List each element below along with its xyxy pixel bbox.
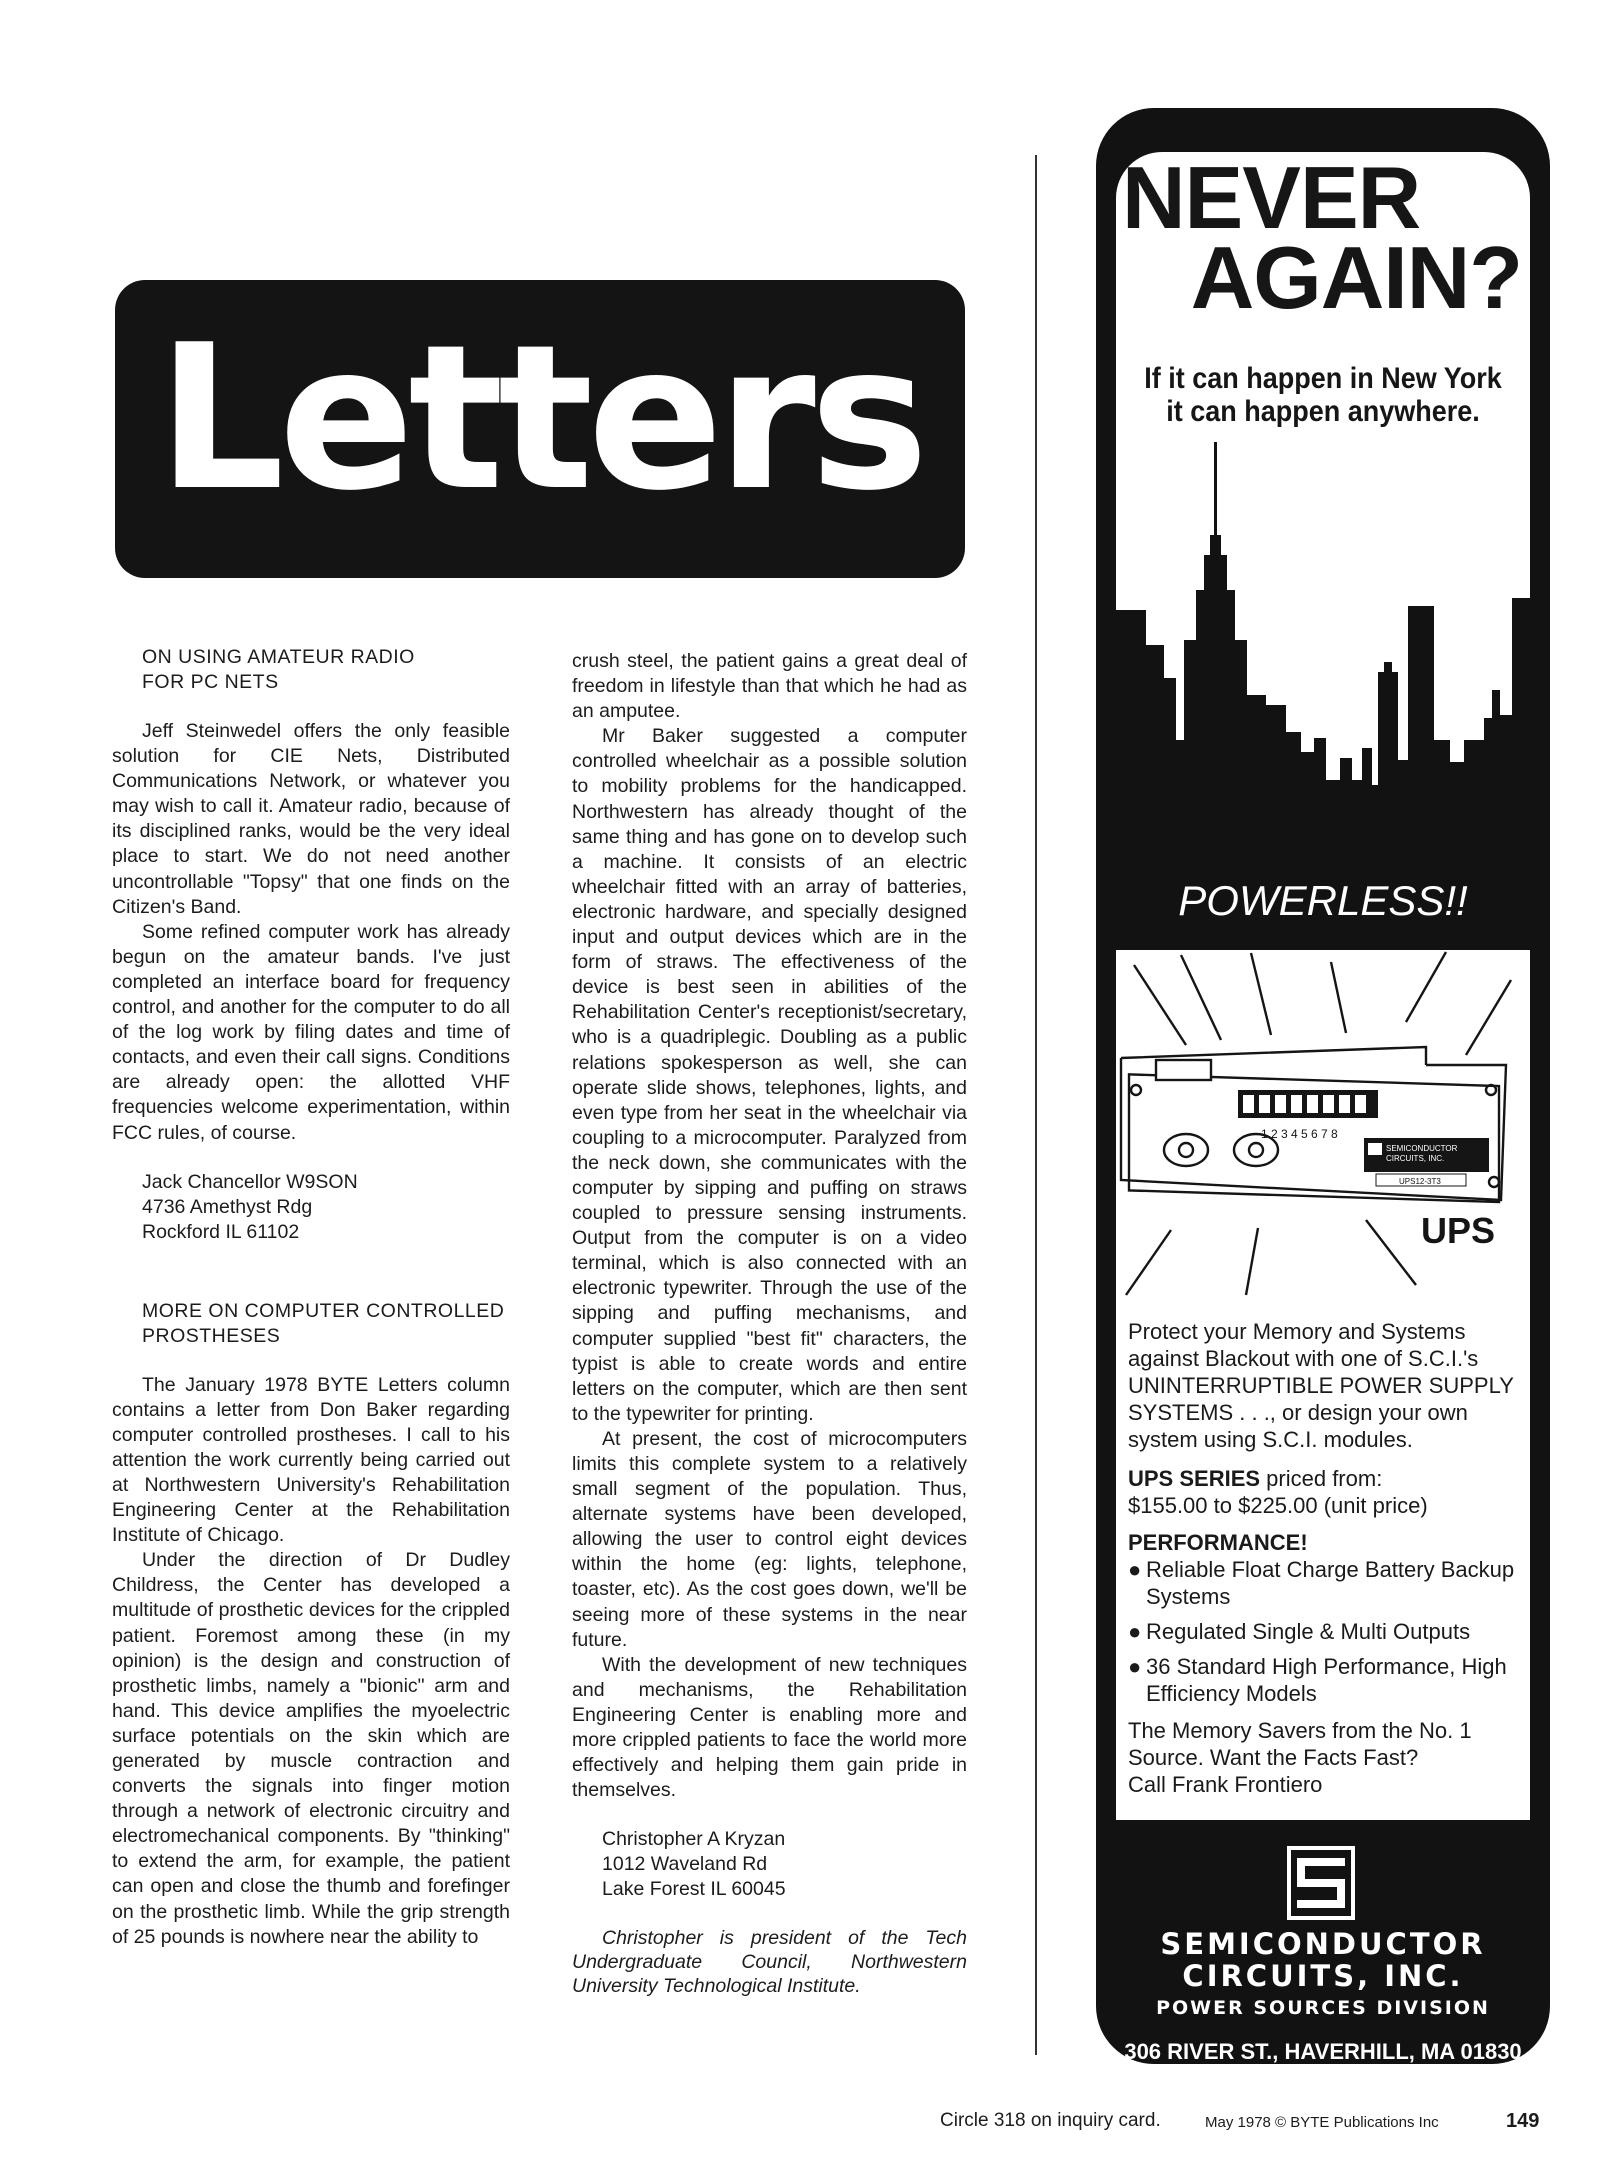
ups-panel-brand-1: SEMICONDUCTOR [1386,1144,1458,1153]
ad-bullet-1 [1128,1556,1520,1610]
letter1-paragraph-2: Some refined computer work has already begun on the amateur bands. I've just completed an interface board for frequency control, and another for the computer to do all of the log work by filing dates and time of contacts, and even their call signs. Conditions are already open: the allotted VHF frequencies welcome experimentation, within FCC rules, of course. [112,920,510,1144]
letters-banner [115,280,965,578]
ad-company-1: SEMICONDUCTOR [1160,1927,1486,1961]
sci-logo-icon [1287,1846,1355,1920]
letter2-heading-2: PROSTHESES [142,1324,281,1347]
column-divider [1035,155,1037,2055]
ad-bullet-1-text: Reliable Float Charge Battery Backup Systems [1146,1557,1515,1609]
ad-bullet-3 [1128,1653,1520,1707]
letter2-paragraph-6: With the development of new techniques and mechanisms, the Rehabilitation Engineering Center is enabling more and more crippled patients to face the world more effectively and helping them gain pride in themselves. [572,1653,967,1802]
ad-address: 306 RIVER ST., HAVERHILL, MA 01830 [1124,2039,1522,2064]
page-number: 149 [1506,2110,1540,2132]
ad-division: POWER SOURCES DIVISION [1156,1997,1490,2019]
letter1-paragraph-1: Jeff Steinwedel offers the only feasible solution for CIE Nets, Distributed Communications Network, or whatever you may wish to call it. Amateur radio, because of its disciplined ranks, would be the very ideal place to start. We do not need another uncontrollable "Topsy" that one finds on the Citizen's Band. [112,720,510,918]
ad-series-price: priced from: [1260,1466,1383,1491]
ad-body [1128,1318,1520,1798]
footer-inquiry: Circle 318 on inquiry card. [940,2110,1161,2131]
bullet-dot-icon: ● [1128,1557,1142,1582]
article-column-2 [572,649,967,1998]
ad-headline [1122,148,1522,327]
letter2-paragraph-3: crush steel, the patient gains a great deal of freedom in lifestyle than that which he had as an amputee. [572,650,967,723]
ad-phone: TEL.(617) 373-9104, TWX.710-347-0269 [1121,2066,1525,2091]
ups-unit-illustration [1116,950,1530,1325]
article-column-1 [112,645,510,1950]
letter2-paragraph-2: Under the direction of Dr Dudley Childress, the Center has developed a multitude of prosthetic devices for the crippled patient. Foremost among these (in my opinion) is the design and construction of prosthetic limbs, namely a "bionic" arm and hand. This device amplifies the myoelectric surface potentials on the skin which are generated by muscle contraction and converts the signals into finger motion through a network of electronic circuitry and electromechanical components. By "thinking" to extend the arm, for example, the patient can open and close the thumb and forefinger on the prosthetic limb. While the grip strength of 25 pounds is nowhere near the ability to [112,1549,510,1948]
letter2-signature-street: 1012 Waveland Rd [602,1853,768,1876]
letter2-author-note: Christopher is president of the Tech Undergraduate Council, Northwestern University Technological Institute. [572,1927,967,1998]
ad-series [1128,1465,1520,1492]
letter1-heading-2: FOR PC NETS [142,671,279,693]
ad-bullet-3-text: 36 Standard High Performance, High Efficiency Models [1146,1654,1507,1706]
letter1-heading-1: ON USING AMATEUR RADIO [142,646,415,668]
ad-company-name [1116,1928,1530,1992]
ad-company-2: CIRCUITS, INC. [1182,1959,1464,1993]
letter2-paragraph-4: Mr Baker suggested a computer controlled wheelchair as a possible solution to mobility problems for the handicapped. Northwestern has already thought of the same thing and has gone on to develop such a machine. It consists of an electric wheelchair fitted with an array of batteries, electronic hardware, and specially designed input and output devices which are in the form of straws. The effectiveness of the device is best seen in abilities of the Rehabilitation Center's receptionist/secretary, who is a quadriplegic. Doubling as a public relations spokesperson as well, she can operate slide shows, telephones, lights, and even type from her seat in the wheelchair via coupling to a microcomputer. Paralyzed from the neck down, she communicates with the computer by sipping and puffing on straws coupled to pressure sensing instruments. Output from the computer is on a video terminal, which is also connected with an electronic typewriter. Through the use of the sipping and puffing mechanisms, and computer supplied "best fit" characters, the typist is able to create words and entire letters on the computer, which are then sent to the typewriter for printing. [572,725,967,1425]
letter2-signature-city: Lake Forest IL 60045 [602,1878,786,1901]
letter2-heading-1: MORE ON COMPUTER CONTROLLED [142,1299,505,1322]
bullet-dot-icon: ● [1128,1654,1142,1679]
ad-bullet-2-text: Regulated Single & Multi Outputs [1146,1619,1471,1644]
footer-credit: May 1978 © BYTE Publications Inc [1205,2114,1439,2131]
ad-series-range: $155.00 to $225.00 (unit price) [1128,1493,1428,1518]
ad-headline-again: AGAIN? [1190,228,1522,327]
bullet-dot-icon: ● [1128,1619,1142,1644]
ad-powerless: POWERLESS!! [1178,877,1468,924]
ups-panel-model: UPS12-3T3 [1399,1177,1441,1186]
ad-contact [1116,2038,1530,2092]
ad-headline-never: NEVER [1122,148,1421,247]
letter2-signature-name: Christopher A Kryzan [602,1828,786,1851]
letter2-paragraph-5: At present, the cost of microcomputers limits this complete system to a relatively small segment of the population. Thus, alternate systems have been developed, allowing the user to control eight devices within the home (eg: lights, telephone, toaster, etc). As the cost goes down, we'll be seeing more of these systems in the near future. [572,1427,967,1651]
letter1-signature-name: Jack Chancellor W9SON [142,1170,358,1193]
ad-intro: Protect your Memory and Systems against Blackout with one of S.C.I.'s UNINTERRUPTIBLE POWER SUPPLY SYSTEMS . . ., or design your own system using S.C.I. modules. [1128,1319,1514,1452]
ad-tagline [1137,362,1510,428]
ad-performance: PERFORMANCE! [1128,1530,1308,1555]
ups-panel-numbers: 1 2 3 4 5 6 7 8 [1261,1127,1338,1141]
letter1-signature-street: 4736 Amethyst Rdg [142,1195,313,1218]
ad-series-label: UPS SERIES [1128,1466,1261,1491]
ad-tagline-2: it can happen anywhere. [1166,395,1480,428]
banner-title: Letters [157,302,923,535]
ups-panel-brand-2: CIRCUITS, INC. [1386,1154,1445,1163]
ups-label: UPS [1421,1210,1496,1251]
new-york-skyline-illustration [1116,440,1530,912]
ad-call: Call Frank Frontiero [1128,1772,1323,1797]
ad-bullet-2 [1128,1618,1520,1645]
letter1-signature-city: Rockford IL 61102 [142,1220,300,1243]
ad-tagline-1: If it can happen in New York [1144,362,1502,395]
ad-closing: The Memory Savers from the No. 1 Source. Want the Facts Fast? [1128,1718,1472,1770]
letter2-paragraph-1: The January 1978 BYTE Letters column contains a letter from Don Baker regarding computer controlled prostheses. I call to his attention the work currently being carried out at Northwestern University's Rehabilitation Engineering Center at the Rehabilitation Institute of Chicago. [112,1373,510,1547]
